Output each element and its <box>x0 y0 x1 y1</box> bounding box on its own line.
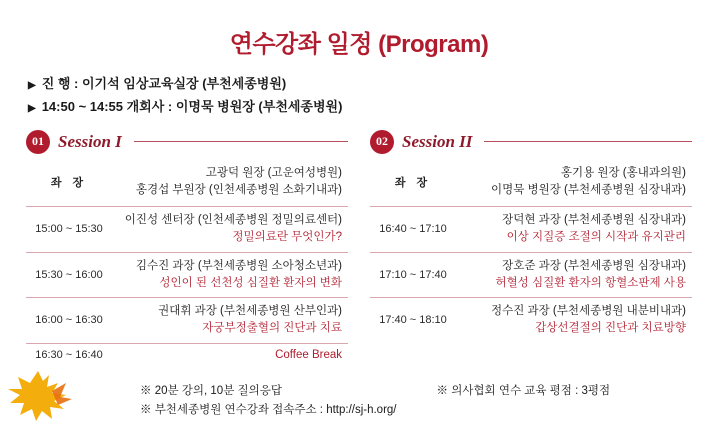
session-1-header-rule <box>134 141 348 142</box>
session-2-title: Session II <box>402 131 473 151</box>
session-2-header-rule <box>484 141 692 142</box>
footer-notes-left <box>140 382 397 421</box>
session-2-chair-names <box>456 159 692 207</box>
footer-notes <box>140 382 718 421</box>
topic: 정밀의료란 무엇인가? <box>232 231 342 244</box>
chair-name: 홍기용 원장 (홍내과의원) <box>560 166 686 179</box>
note-line: ※ 20분 강의, 10분 질의응답 <box>140 384 282 397</box>
session-1-table <box>26 159 348 366</box>
session-1-header <box>26 129 348 155</box>
session-1-chair-row <box>26 159 348 207</box>
session-2-row-1-content <box>456 252 692 298</box>
session-2-chair-label: 좌 장 <box>394 177 432 190</box>
session-1-row-0-content <box>112 207 348 253</box>
session-1-title: Session I <box>58 131 122 151</box>
session-1-row-2-content <box>112 298 348 344</box>
session-1-chair-names <box>112 159 348 207</box>
session-1-chair-label: 좌 장 <box>50 177 88 190</box>
session-1-row-2-time: 16:00 ~ 16:30 <box>35 314 103 327</box>
speaker: 김수진 과장 (부천세종병원 소아청소년과) <box>135 259 342 272</box>
session-2-row-1-time: 17:10 ~ 17:40 <box>379 268 447 281</box>
note-line: ※ 부천세종병원 연수강좌 접속주소 : http://sj-h.org/ <box>140 404 397 417</box>
session-2-number-badge: 02 <box>370 130 394 154</box>
table-row <box>370 207 692 253</box>
speaker: 장호준 과장 (부천세종병원 심장내과) <box>502 259 686 272</box>
speaker: 장덕현 과장 (부천세종병원 심장내과) <box>502 214 686 227</box>
coffee-break-row <box>26 343 348 366</box>
page-title: 연수강좌 일정 (Program) <box>229 31 489 58</box>
session-2-row-0-time: 16:40 ~ 17:10 <box>379 223 447 236</box>
session-1-number-badge: 01 <box>26 130 50 154</box>
session-2-row-2-content <box>456 298 692 343</box>
speaker: 정수진 과장 (부천세종병원 내분비내과) <box>491 305 686 318</box>
table-row <box>370 252 692 298</box>
session-1-row-1-content <box>112 252 348 298</box>
maple-leaf-icon <box>8 365 78 421</box>
coffee-break-time: 16:30 ~ 16:40 <box>35 348 103 361</box>
topic: 성인이 된 선천성 심질환 환자의 변화 <box>159 276 342 289</box>
session-1-row-0-time: 15:00 ~ 15:30 <box>35 223 103 236</box>
session-2-chair-row <box>370 159 692 207</box>
footer-notes-right <box>437 382 611 421</box>
intro-line <box>28 96 718 119</box>
table-row <box>26 298 348 344</box>
session-2-header <box>370 129 692 155</box>
topic: 이상 지질증 조절의 시작과 유지관리 <box>506 231 686 244</box>
sessions-container <box>26 129 692 366</box>
note-line: ※ 의사협회 연수 교육 평점 : 3평점 <box>436 384 611 397</box>
session-2-row-2-time: 17:40 ~ 18:10 <box>379 314 447 327</box>
intro-line <box>28 73 718 96</box>
topic: 갑상선결절의 진단과 치료방향 <box>535 322 686 335</box>
triangle-bullet-icon: ▶ <box>28 80 36 91</box>
table-row <box>26 252 348 298</box>
coffee-break-label: Coffee Break <box>275 348 342 361</box>
session-1-row-1-time: 15:30 ~ 16:00 <box>35 268 103 281</box>
intro-block <box>28 73 718 119</box>
chair-name: 이명묵 병원장 (부천세종병원 심장내과) <box>491 184 686 197</box>
chair-name: 고광덕 원장 (고운여성병원) <box>205 166 342 179</box>
triangle-bullet-icon: ▶ <box>28 102 36 114</box>
speaker: 이진성 센터장 (인천세종병원 정밀의료센터) <box>124 214 342 227</box>
table-row <box>370 298 692 343</box>
chair-name: 홍경섭 부원장 (인천세종병원 소화기내과) <box>135 184 342 197</box>
topic: 허혈성 심질환 환자의 항혈소판제 사용 <box>495 276 686 289</box>
speaker: 권대휘 과장 (부천세종병원 산부인과) <box>158 305 342 318</box>
session-1 <box>26 129 348 366</box>
session-2-row-0-content <box>456 207 692 253</box>
intro-line-text: 진 행 : 이기석 임상교육실장 (부천세종병원) <box>41 76 287 91</box>
intro-line-text: 14:50 ~ 14:55 개회사 : 이명묵 병원장 (부천세종병원) <box>41 98 343 114</box>
topic: 자궁부정출혈의 진단과 치료 <box>202 322 342 335</box>
session-2-table <box>370 159 692 343</box>
session-2 <box>370 129 692 366</box>
table-row <box>26 207 348 253</box>
